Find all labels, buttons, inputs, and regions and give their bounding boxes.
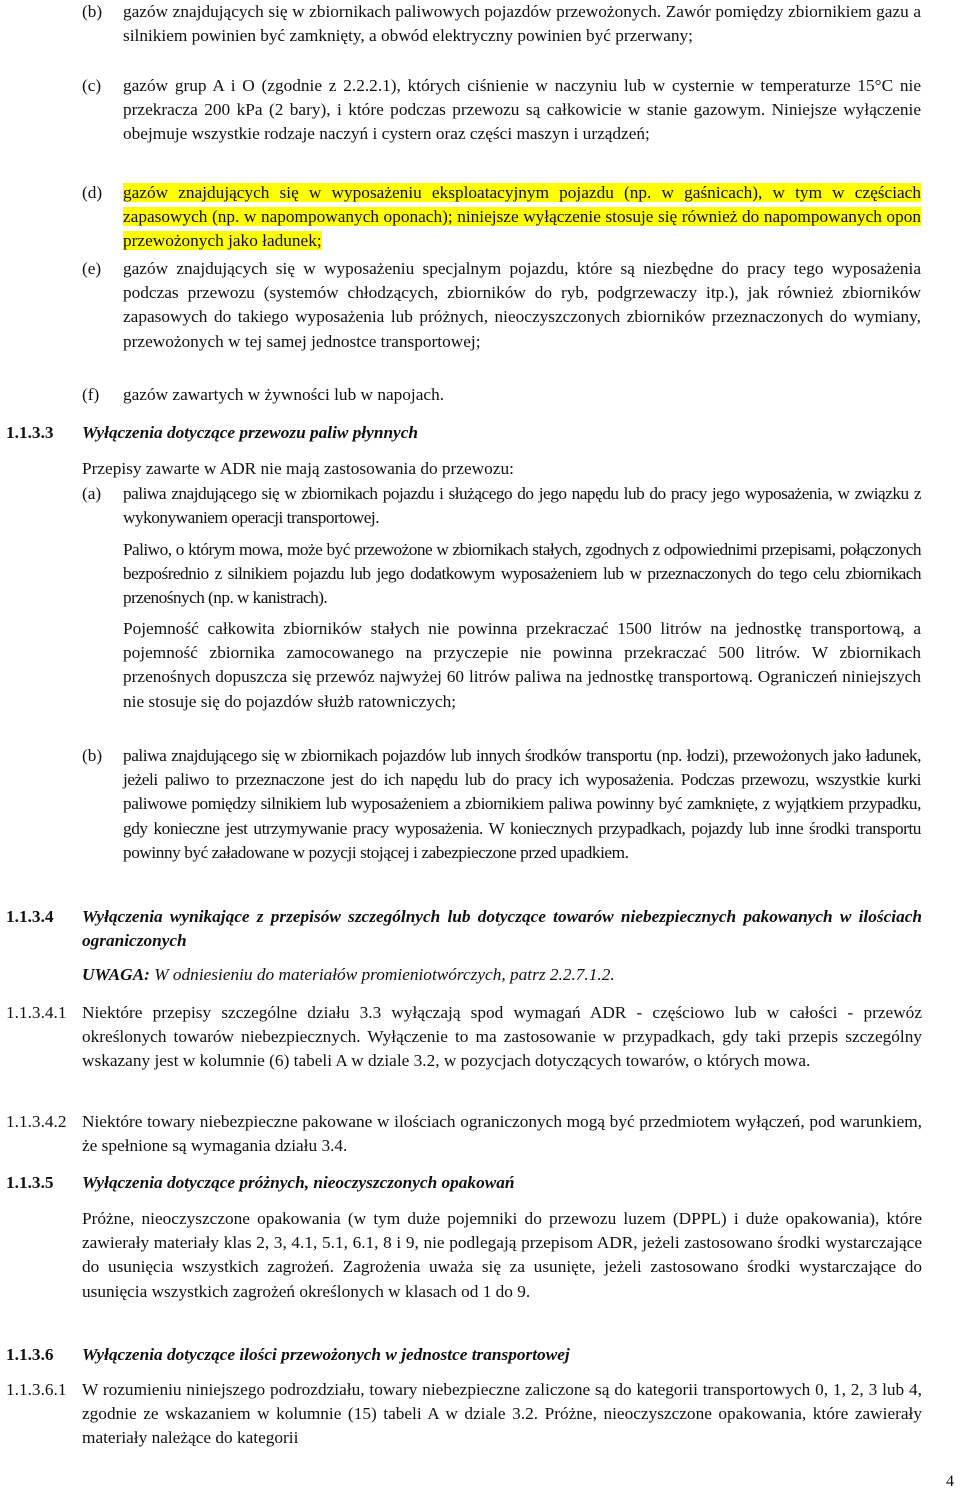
section-1133-a-p3: Pojemność całkowita zbiorników stałych nie powinna przekraczać 1500 litrów na jednostkę transportową, a pojemność zbiornika zamocowanego na przyczepie nie powinna przekraczać 500 litrów. W zbiornikach przenośnych dopuszcza się przewóz najwyżej 60 litrów paliwa na jednostkę transportową. Ograniczeń niniejszych nie stosuje się do pojazdów służb ratowniczych; xyxy=(123,619,921,711)
section-1134-number: 1.1.3.4 xyxy=(6,907,54,926)
item-c-text: gazów grup A i O (zgodnie z 2.2.2.1), których ciśnienie w naczyniu lub w cysternie w temperaturze 15°C nie przekracza 200 kPa (2 bary), i które podczas przewozu są całkowicie w stanie gazowym. Niniejsze wyłączenie obejmuje wszystkie rodzaje naczyń i cystern oraz części maszyn i urządzeń; xyxy=(123,76,921,144)
section-1135-text: Próżne, nieoczyszczone opakowania (w tym duże pojemniki do przewozu luzem (DPPL) i duże opakowania), które zawierały materiały klas 2, 3, 4.1, 5.1, 6.1, 8 i 9, nie podlegają przepisom ADR, jeżeli zastosowano środki wystarczające do usunięcia wszystkich zagrożeń. Zagrożenia uważa się za usunięte, jeżeli zastosowano środki wystarczające do usunięcia wszystkich zagrożeń określonych w klasach od 1 do 9. xyxy=(82,1209,922,1301)
section-11341-number: 1.1.3.4.1 xyxy=(6,1003,67,1022)
section-1135-title: Wyłączenia dotyczące próżnych, nieoczyszczonych opakowań xyxy=(82,1173,515,1192)
item-f-text: gazów zawartych w żywności lub w napojach. xyxy=(123,385,445,404)
item-b-top-label: (b) xyxy=(82,2,103,21)
section-1133-intro: Przepisy zawarte w ADR nie mają zastosowania do przewozu: xyxy=(82,459,514,478)
section-1133-b-label: (b) xyxy=(82,746,103,765)
section-1134-note xyxy=(82,963,922,987)
section-1133-a-text: paliwa znajdującego się w zbiornikach pojazdu i służącego do jego napędu lub do pracy jego wyposażenia, w związku z wykonywaniem operacji transportowej. xyxy=(123,484,921,528)
section-11361-number: 1.1.3.6.1 xyxy=(6,1380,67,1399)
section-1133-title: Wyłączenia dotyczące przewozu paliw płynnych xyxy=(82,423,419,442)
section-11342-text: Niektóre towary niebezpieczne pakowane w ilościach ograniczonych mogą być przedmiotem wyłączeń, pod warunkiem, że spełnione są wymagania działu 3.4. xyxy=(82,1112,922,1156)
section-1136-title: Wyłączenia dotyczące ilości przewożonych w jednostce transportowej xyxy=(82,1345,570,1364)
section-11361-text: W rozumieniu niniejszego podrozdziału, towary niebezpieczne zaliczone są do kategorii transportowych 0, 1, 2, 3 lub 4, zgodnie ze wskazaniem w kolumnie (15) tabeli A w dziale 3.2. Próżne, nieoczyszczone opakowania, które zawierały materiały należące do kategorii xyxy=(82,1380,922,1448)
section-1134-title: Wyłączenia wynikające z przepisów szczególnych lub dotyczące towarów niebezpiecznych pakowanych w ilościach ograniczonych xyxy=(82,907,922,951)
note-text: W odniesieniu do materiałów promieniotwórczych, patrz 2.2.7.1.2. xyxy=(154,965,615,984)
item-b-top-text: gazów znajdujących się w zbiornikach paliwowych pojazdów przewożonych. Zawór pomiędzy zbiornikiem gazu a silnikiem powinien być zamknięty, a obwód elektryczny powinien być przerwany; xyxy=(123,2,921,46)
note-label: UWAGA: xyxy=(82,965,150,984)
section-1133-a-p2: Paliwo, o którym mowa, może być przewożone w zbiornikach stałych, zgodnych z odpowiednimi przepisami, połączonych bezpośrednio z silnikiem pojazdu lub jego dodatkowym wyposażeniem lub w przeznaczonych do tego celu zbiornikach przenośnych (np. w kanistrach). xyxy=(123,540,921,608)
section-1135-number: 1.1.3.5 xyxy=(6,1173,54,1192)
page-number: 4 xyxy=(946,1473,954,1490)
section-1136-number: 1.1.3.6 xyxy=(6,1345,54,1364)
section-11341-text: Niektóre przepisy szczególne działu 3.3 wyłączają spod wymagań ADR - częściowo lub w całości - przewóz określonych towarów niebezpiecznych. Wyłączenie to ma zastosowanie w przypadkach, gdy taki przepis szczególny wskazany jest w kolumnie (6) tabeli A w dziale 3.2, w pozycjach dotyczących towarów, o których mowa. xyxy=(82,1003,922,1071)
item-c-label: (c) xyxy=(82,76,102,95)
section-1133-b-text: paliwa znajdującego się w zbiornikach pojazdów lub innych środków transportu (np. łodzi), przewożonych jako ładunek, jeżeli paliwo to przeznaczone jest do ich napędu lub do pracy ich wyposażenia. Podczas przewozu, wszystkie kurki paliwowe pomiędzy silnikiem lub wyposażeniem a zbiornikiem paliwa powinny być zamknięte, z wyjątkiem przypadku, gdy konieczne jest utrzymywanie pracy wyposażenia. W koniecznych przypadkach, pojazdy lub inne środki transportu powinny być załadowane w pozycji stojącej i zabezpieczone przed upadkiem. xyxy=(123,746,921,862)
item-f-label: (f) xyxy=(82,385,100,404)
section-1133-a-label: (a) xyxy=(82,484,102,503)
item-d-label: (d) xyxy=(82,183,103,202)
section-11342-number: 1.1.3.4.2 xyxy=(6,1112,67,1131)
item-e-text: gazów znajdujących się w wyposażeniu specjalnym pojazdu, które są niezbędne do pracy tego wyposażenia podczas przewozu (systemów chłodzących, zbiorników do ryb, podgrzewaczy itp.), jak również zbiorników zapasowych do takiego wyposażenia lub próżnych, nieoczyszczonych zbiorników przeznaczonych do wymiany, przewożonych w tej samej jednostce transportowej; xyxy=(123,259,921,351)
item-d-text xyxy=(123,181,921,254)
item-e-label: (e) xyxy=(82,259,102,278)
item-d-highlight: gazów znajdujących się w wyposażeniu eksploatacyjnym pojazdu (np. w gaśnicach), w tym w częściach zapasowych (np. w napompowanych oponach); niniejsze wyłączenie stosuje się również do napompowanych opon przewożonych jako ładunek; xyxy=(123,183,921,251)
section-1133-number: 1.1.3.3 xyxy=(6,423,54,442)
